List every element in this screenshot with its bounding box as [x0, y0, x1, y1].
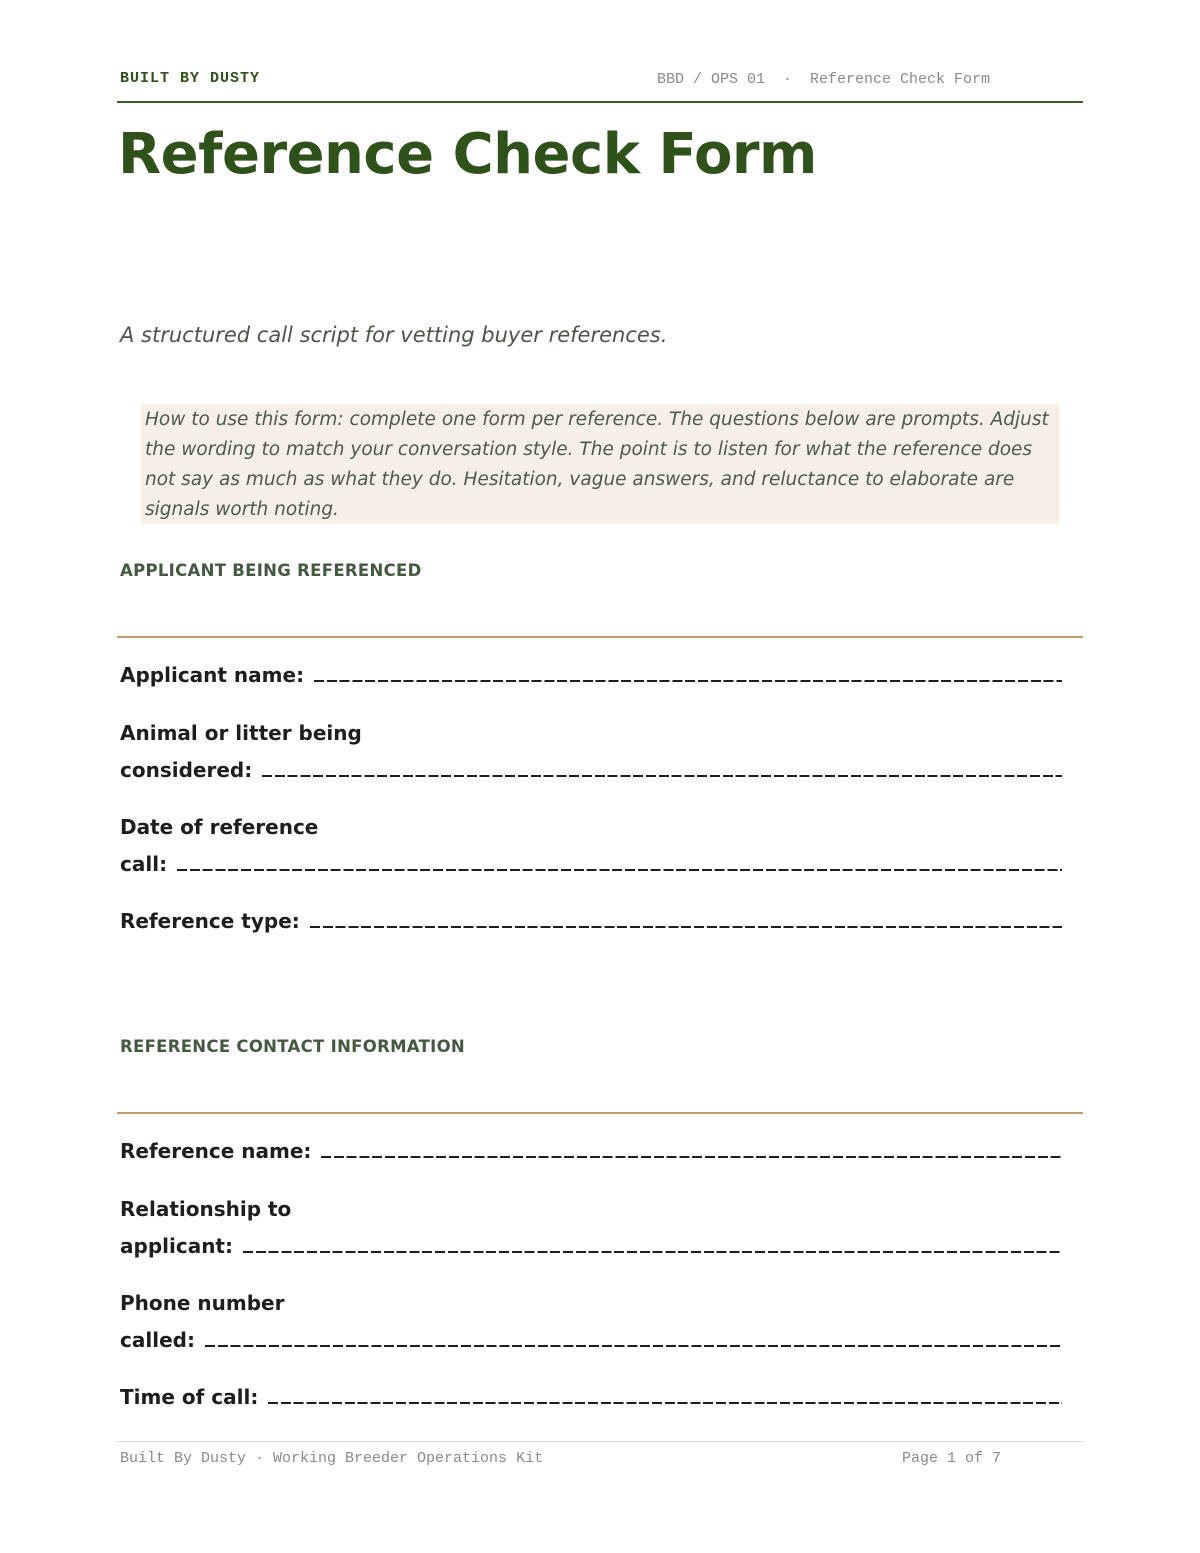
field-relationship[interactable] [120, 1191, 1062, 1265]
field-phone-number[interactable] [120, 1285, 1062, 1359]
document-code: BBD / OPS 01 · Reference Check Form [657, 71, 991, 88]
field-label-line1: Animal or litter being [120, 721, 362, 745]
field-label-line1: Relationship to [120, 1197, 292, 1221]
blank-line[interactable] [314, 660, 1062, 682]
section-heading-applicant: APPLICANT BEING REFERENCED [120, 561, 422, 580]
field-label: Reference type: [120, 909, 300, 933]
field-label: Time of call: [120, 1385, 259, 1409]
field-label: Applicant name: [120, 663, 305, 687]
blank-line[interactable] [177, 849, 1062, 871]
blank-line[interactable] [321, 1136, 1062, 1158]
section-divider-reference-contact [117, 1112, 1083, 1114]
field-label-line2: considered: [120, 758, 253, 782]
field-label-line2: call: [120, 852, 168, 876]
instructions-box: How to use this form: complete one form per reference. The questions below are prompts. Adjust the wording to match your conversation style. The point is to listen for what the reference does not say as much as what they do. Hesitation, vague answers, and reluctance to elaborate are signals worth noting. [141, 404, 1059, 524]
page-title: Reference Check Form [118, 122, 817, 187]
section-divider-applicant [117, 636, 1083, 638]
field-time-of-call[interactable] [120, 1379, 1062, 1416]
field-label-line2: called: [120, 1328, 195, 1352]
footer-text: Built By Dusty · Working Breeder Operations Kit [120, 1450, 544, 1467]
field-applicant-name[interactable] [120, 657, 1062, 694]
brand-name: BUILT BY DUSTY [120, 70, 261, 87]
page-subtitle: A structured call script for vetting buyer references. [120, 323, 668, 347]
footer-divider [117, 1441, 1083, 1442]
blank-line[interactable] [243, 1231, 1062, 1253]
field-reference-name[interactable] [120, 1133, 1062, 1170]
field-label-line2: applicant: [120, 1234, 233, 1258]
blank-line[interactable] [262, 755, 1062, 777]
field-label-line1: Phone number [120, 1291, 285, 1315]
blank-line[interactable] [310, 906, 1062, 928]
field-reference-type[interactable] [120, 903, 1062, 940]
field-animal-or-litter[interactable] [120, 715, 1062, 789]
field-date-of-call[interactable] [120, 809, 1062, 883]
blank-line[interactable] [205, 1325, 1062, 1347]
field-label-line1: Date of reference [120, 815, 319, 839]
page-number: Page 1 of 7 [902, 1450, 1002, 1467]
field-label: Reference name: [120, 1139, 312, 1163]
blank-line[interactable] [268, 1382, 1062, 1404]
header-divider [117, 101, 1083, 103]
section-heading-reference-contact: REFERENCE CONTACT INFORMATION [120, 1037, 466, 1056]
